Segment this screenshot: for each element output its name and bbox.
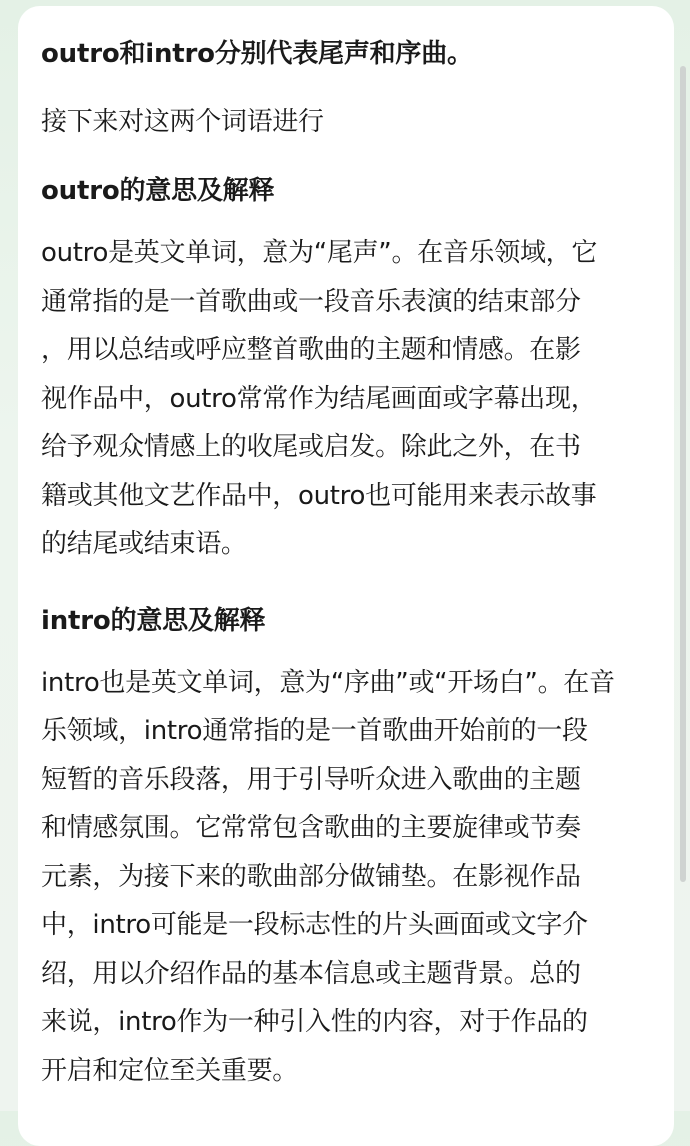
intro-sentence: 接下来对这两个词语进行 [41, 107, 324, 137]
article-title: outro和intro分别代表尾声和序曲。 [41, 39, 473, 69]
article-card [18, 6, 674, 1146]
intro-paragraph: intro也是英文单词，意为“序曲”或“开场白”。在音 乐领域，intro通常指的是一首歌曲开始前的一段 短暂的音乐段落，用于引导听众进入歌曲的主题 和情感氛围。它常常包含歌曲的主要旋律或节奏 元素，为接下来的歌曲部分做铺垫。在影视作品 中，intro可能是一段标志性的片头画面或文字介 绍，用以介绍作品的基本信息或主题背景。总的 来说，intro作为一种引入性的内容，对于作品的 开启和定位至关重要。 [41, 667, 615, 1086]
outro-heading: outro的意思及解释 [41, 176, 275, 206]
intro-heading: intro的意思及解释 [41, 605, 266, 636]
scrollbar-thumb[interactable] [680, 66, 686, 882]
outro-paragraph: outro是英文单词，意为“尾声”。在音乐领域，它 通常指的是一首歌曲或一段音乐表演的结束部分 ，用以总结或呼应整首歌曲的主题和情感。在影 视作品中，outro常常作为结尾画面或字幕出现， 给予观众情感上的收尾或启发。除此之外，在书 籍或其他文艺作品中，outro也可能用来表示故事 的结尾或结束语。 [41, 238, 598, 559]
